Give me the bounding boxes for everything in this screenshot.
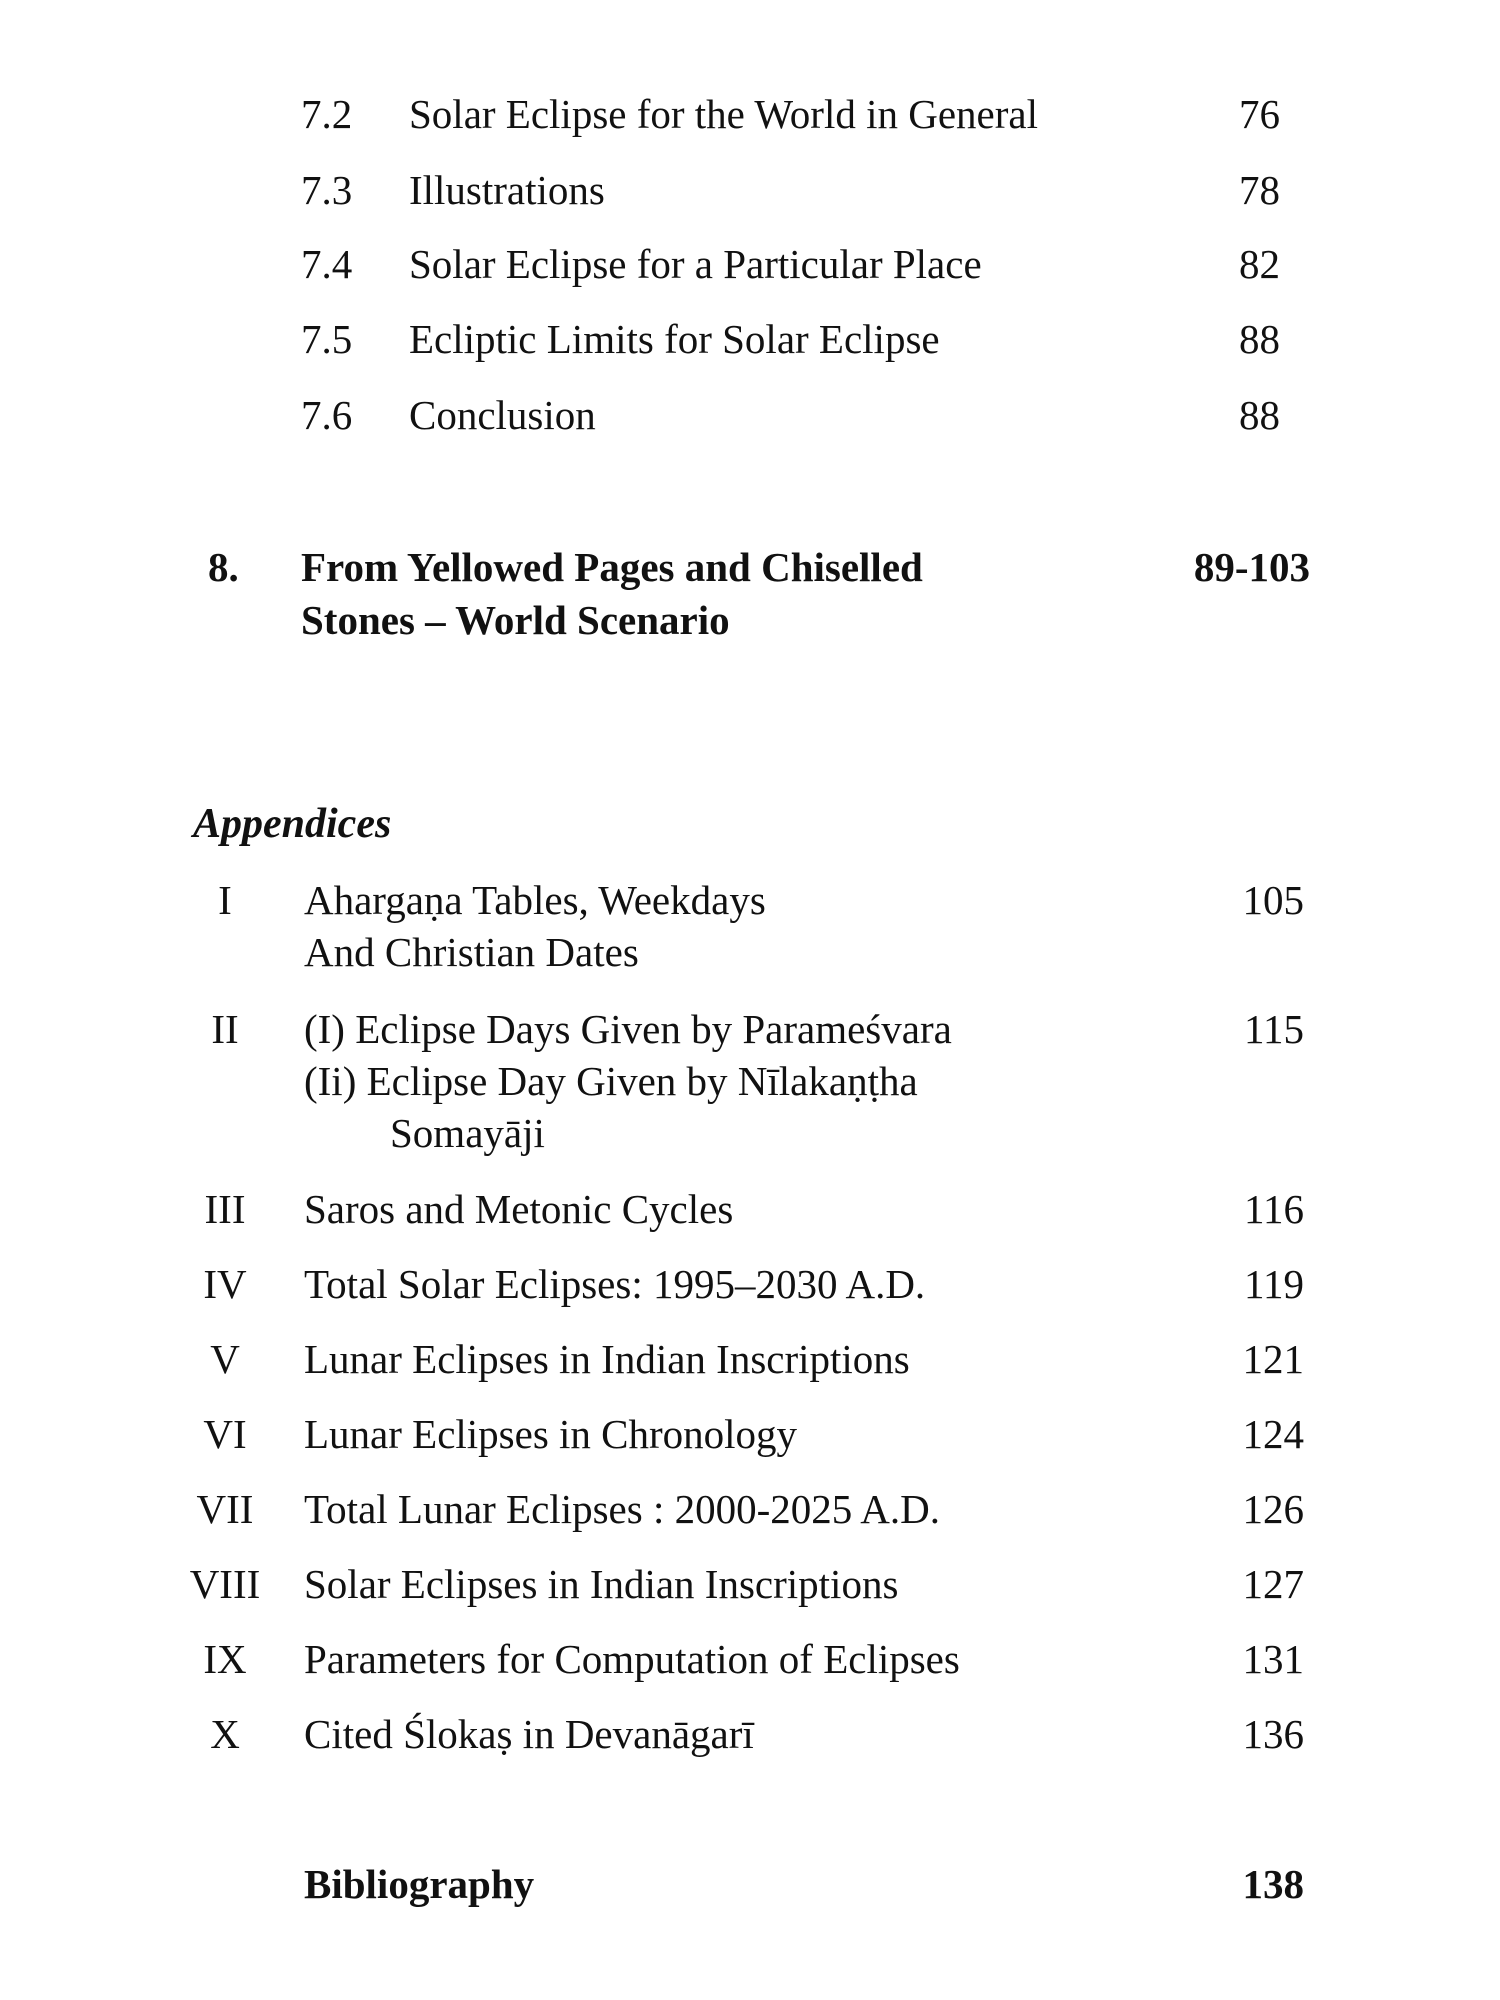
appendix-numeral: IX bbox=[203, 1636, 247, 1682]
appendix-title-line: Saros and Metonic Cycles bbox=[304, 1186, 734, 1232]
section-page: 76 bbox=[1239, 91, 1280, 137]
chapter-number: 8. bbox=[208, 544, 239, 590]
appendix-title-line: Ahargaṇa Tables, Weekdays bbox=[304, 877, 766, 923]
appendix-page: 131 bbox=[1242, 1636, 1304, 1682]
appendix-title-line: Parameters for Computation of Eclipses bbox=[304, 1636, 960, 1682]
appendix-page: 121 bbox=[1242, 1336, 1304, 1382]
appendix-title-line: Lunar Eclipses in Indian Inscriptions bbox=[304, 1336, 910, 1382]
chapter-pages: 89-103 bbox=[1193, 544, 1310, 590]
appendix-title-line: Solar Eclipses in Indian Inscriptions bbox=[304, 1561, 899, 1607]
section-number: 7.3 bbox=[301, 167, 353, 213]
bibliography-title: Bibliography bbox=[304, 1861, 535, 1907]
section-title: Solar Eclipse for a Particular Place bbox=[409, 241, 982, 287]
chapter-title-line-1: From Yellowed Pages and Chiselled bbox=[301, 544, 923, 590]
appendix-numeral: V bbox=[210, 1336, 240, 1382]
appendix-sub-item: (I) Eclipse Days Given by Parameśvara bbox=[304, 1006, 952, 1052]
section-page: 78 bbox=[1239, 167, 1280, 213]
appendix-page: 116 bbox=[1244, 1186, 1304, 1232]
section-title: Solar Eclipse for the World in General bbox=[409, 91, 1038, 137]
section-number: 7.6 bbox=[301, 392, 353, 438]
appendix-title-line: Lunar Eclipses in Chronology bbox=[304, 1411, 798, 1457]
bibliography-page: 138 bbox=[1242, 1861, 1304, 1907]
appendix-title-line: And Christian Dates bbox=[304, 929, 639, 975]
appendix-numeral: III bbox=[204, 1186, 246, 1232]
appendices-heading: Appendices bbox=[193, 801, 392, 847]
appendix-page: 115 bbox=[1244, 1006, 1304, 1052]
appendix-title-line: Cited Ślokaṣ in Devanāgarī bbox=[304, 1711, 754, 1757]
appendix-title-line: Total Lunar Eclipses : 2000-2025 A.D. bbox=[304, 1486, 940, 1532]
appendix-numeral: II bbox=[211, 1006, 239, 1052]
section-page: 82 bbox=[1239, 241, 1280, 287]
appendix-numeral: VIII bbox=[189, 1561, 261, 1607]
appendix-page: 119 bbox=[1244, 1261, 1304, 1307]
appendix-page: 136 bbox=[1242, 1711, 1304, 1757]
appendix-numeral: VI bbox=[203, 1411, 247, 1457]
chapter-title-line-2: Stones – World Scenario bbox=[301, 597, 730, 643]
section-page: 88 bbox=[1239, 392, 1280, 438]
appendix-page: 105 bbox=[1242, 877, 1304, 923]
appendix-page: 127 bbox=[1242, 1561, 1304, 1607]
section-title: Conclusion bbox=[409, 392, 596, 438]
section-number: 7.2 bbox=[301, 91, 353, 137]
section-number: 7.5 bbox=[301, 316, 353, 362]
section-number: 7.4 bbox=[301, 241, 353, 287]
appendix-numeral: IV bbox=[203, 1261, 247, 1307]
appendix-numeral: I bbox=[218, 877, 232, 923]
appendix-numeral: VII bbox=[196, 1486, 254, 1532]
section-title: Illustrations bbox=[409, 167, 605, 213]
appendix-numeral: X bbox=[210, 1711, 240, 1757]
appendix-sub-item: (Ii) Eclipse Day Given by Nīlakaṇṭha bbox=[304, 1058, 918, 1104]
section-title: Ecliptic Limits for Solar Eclipse bbox=[409, 316, 940, 362]
appendix-sub-item-continuation: Somayāji bbox=[390, 1110, 545, 1156]
appendix-title-line: Total Solar Eclipses: 1995–2030 A.D. bbox=[304, 1261, 926, 1307]
appendix-page: 124 bbox=[1242, 1411, 1304, 1457]
appendix-page: 126 bbox=[1242, 1486, 1304, 1532]
section-page: 88 bbox=[1239, 316, 1280, 362]
